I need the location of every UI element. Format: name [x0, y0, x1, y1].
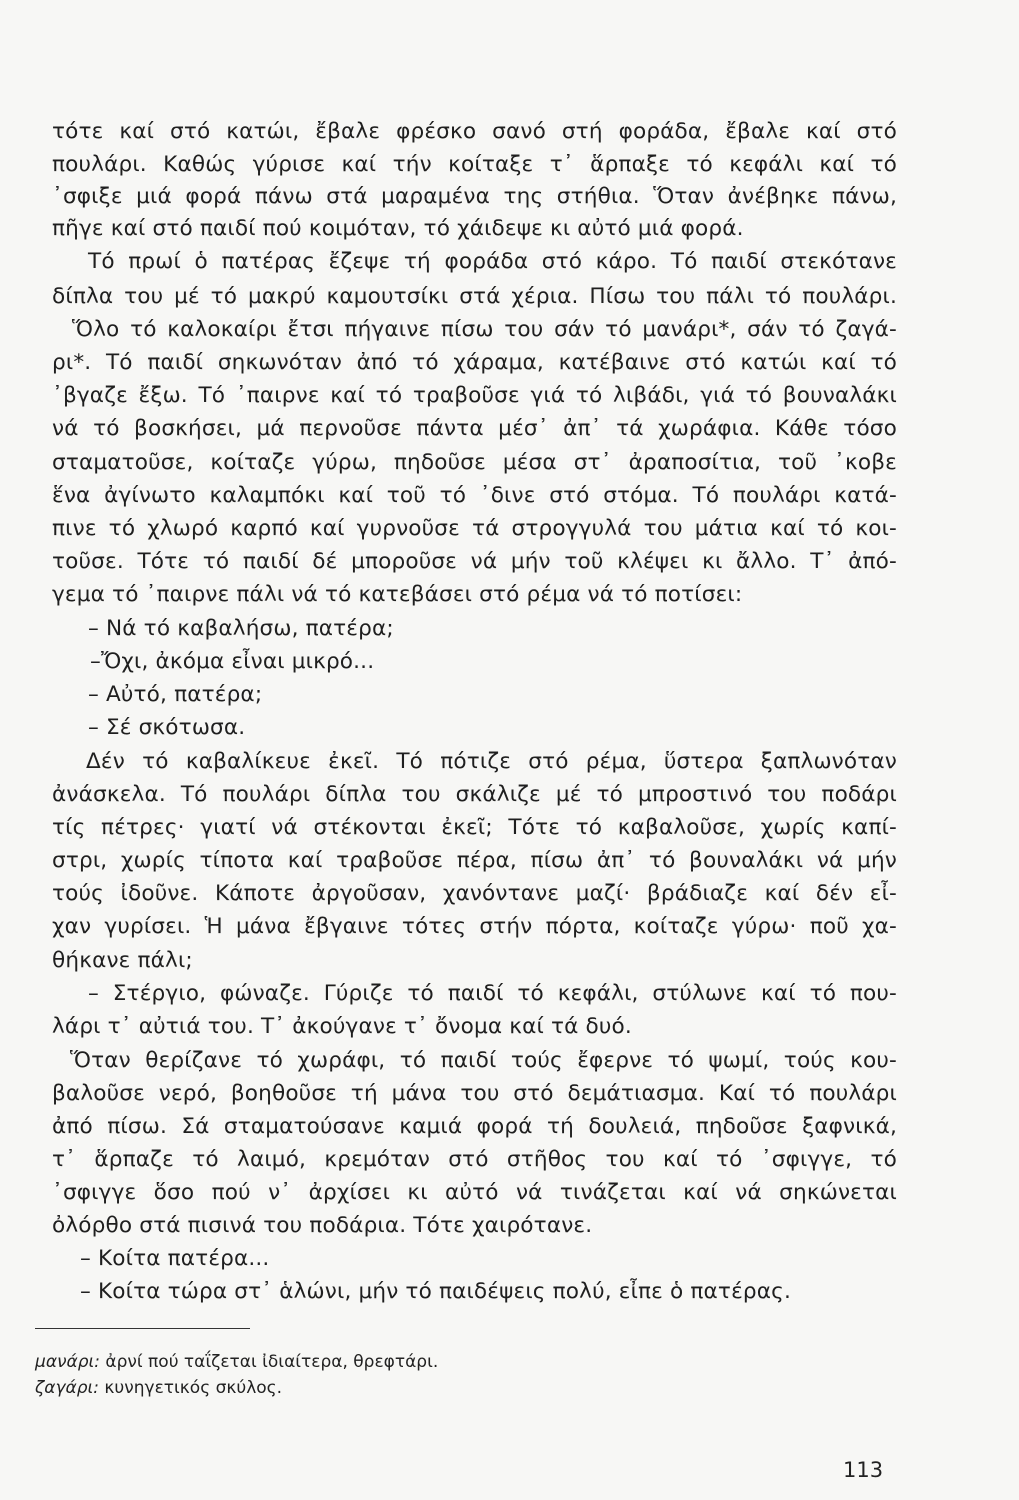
text-line: ᾽σφιγγε ὅσο πού ν᾽ ἀρχίσει κι αὐτό νά τινάζεται καί νά σηκώνεται: [52, 1180, 897, 1205]
text-line: ὀλόρθο στά πισινά του ποδάρια. Τότε χαιρότανε.: [52, 1213, 593, 1238]
text-line: στρι, χωρίς τίποτα καί τραβοῦσε πέρα, πίσω ἀπ᾽ τό βουναλάκι νά μήν: [52, 848, 897, 873]
dialogue-line: –Ὄχι, ἀκόμα εἶναι μικρό...: [90, 649, 375, 674]
footnote-definition: κυνηγετικός σκύλος.: [104, 1378, 283, 1398]
footnote: [35, 1378, 282, 1398]
text-line: πινε τό χλωρό καρπό καί γυρνοῦσε τά στρογγυλά του μάτια καί τό κοι-: [52, 516, 897, 541]
text-line: ἀνάσκελα. Τό πουλάρι δίπλα του σκάλιζε μέ τό μπροστινό του ποδάρι: [52, 782, 897, 807]
dialogue-line: – Αὐτό, πατέρα;: [88, 682, 263, 707]
footnote-term: μανάρι:: [35, 1352, 100, 1372]
text-line: Ὅλο τό καλοκαίρι ἔτσι πήγαινε πίσω του σάν τό μανάρι*, σάν τό ζαγά-: [72, 317, 897, 342]
text-line: ἀπό πίσω. Σά σταματούσανε καμιά φορά τή δουλειά, πηδοῦσε ξαφνικά,: [52, 1114, 897, 1139]
text-line: τοῦσε. Τότε τό παιδί δέ μποροῦσε νά μήν τοῦ κλέψει κι ἄλλο. Τ᾽ ἀπό-: [52, 549, 897, 574]
text-line: τίς πέτρες· γιατί νά στέκονται ἐκεῖ; Τότε τό καβαλοῦσε, χωρίς καπί-: [52, 815, 897, 840]
text-line: Τό πρωί ὁ πατέρας ἔζεψε τή φοράδα στό κάρο. Τό παιδί στεκότανε: [88, 249, 897, 274]
text-line: δίπλα του μέ τό μακρύ καμουτσίκι στά χέρια. Πίσω του πάλι τό πουλάρι.: [52, 284, 897, 309]
text-line: ᾽βγαζε ἔξω. Τό ᾽παιρνε καί τό τραβοῦσε γιά τό λιβάδι, γιά τό βουναλάκι: [52, 383, 897, 408]
text-line: πῆγε καί στό παιδί πού κοιμόταν, τό χάιδεψε κι αὐτό μιά φορά.: [52, 216, 744, 241]
footnote-term: ζαγάρι:: [35, 1378, 99, 1398]
text-line: θήκανε πάλι;: [52, 948, 193, 973]
dialogue-line: – Κοίτα πατέρα...: [80, 1246, 270, 1271]
text-line: πουλάρι. Καθώς γύρισε καί τήν κοίταξε τ᾽ ἅρπαξε τό κεφάλι καί τό: [52, 152, 897, 177]
footnote-definition: ἀρνί πού ταΐζεται ἰδιαίτερα, θρεφτάρι.: [105, 1352, 439, 1372]
page-number: 113: [843, 1458, 884, 1482]
dialogue-line: – Στέργιο, φώναζε. Γύριζε τό παιδί τό κεφάλι, στύλωνε καί τό που-: [88, 981, 897, 1006]
dialogue-line: – Κοίτα τώρα στ᾽ ἁλώνι, μήν τό παιδέψεις πολύ, εἶπε ὁ πατέρας.: [80, 1279, 791, 1304]
text-line: Ὅταν θερίζανε τό χωράφι, τό παιδί τούς ἔφερνε τό ψωμί, τούς κου-: [70, 1048, 897, 1073]
text-line: βαλοῦσε νερό, βοηθοῦσε τή μάνα του στό δεμάτιασμα. Καί τό πουλάρι: [52, 1081, 897, 1106]
footnote: [35, 1352, 438, 1372]
text-line: ἕνα ἀγίνωτο καλαμπόκι καί τοῦ τό ᾽δινε στό στόμα. Τό πουλάρι κατά-: [52, 483, 897, 508]
dialogue-line: – Νά τό καβαλήσω, πατέρα;: [88, 616, 394, 641]
text-line: τ᾽ ἅρπαζε τό λαιμό, κρεμόταν στό στῆθος του καί τό ᾽σφιγγε, τό: [52, 1147, 897, 1172]
text-line: λάρι τ᾽ αὐτιά του. Τ᾽ ἀκούγανε τ᾽ ὄνομα καί τά δυό.: [52, 1014, 632, 1039]
text-line: τούς ἰδοῦνε. Κάποτε ἀργοῦσαν, χανόντανε μαζί· βράδιαζε καί δέν εἶ-: [52, 881, 897, 906]
text-line: γεμα τό ᾽παιρνε πάλι νά τό κατεβάσει στό ρέμα νά τό ποτίσει:: [52, 582, 743, 607]
text-line: νά τό βοσκήσει, μά περνοῦσε πάντα μέσ᾽ ἀπ᾽ τά χωράφια. Κάθε τόσο: [52, 416, 897, 441]
text-line: ᾽σφιξε μιά φορά πάνω στά μαραμένα της στήθια. Ὅταν ἀνέβηκε πάνω,: [52, 184, 897, 209]
text-line: Δέν τό καβαλίκευε ἐκεῖ. Τό πότιζε στό ρέμα, ὕστερα ξαπλωνόταν: [86, 749, 897, 774]
text-line: σταματοῦσε, κοίταζε γύρω, πηδοῦσε μέσα στ᾽ ἀραποσίτια, τοῦ ᾽κοβε: [52, 450, 897, 475]
text-line: ρι*. Τό παιδί σηκωνόταν ἀπό τό χάραμα, κατέβαινε στό κατώι καί τό: [52, 350, 897, 375]
text-line: χαν γυρίσει. Ἡ μάνα ἔβγαινε τότες στήν πόρτα, κοίταζε γύρω· ποῦ χα-: [52, 914, 897, 939]
footnote-divider: [35, 1328, 250, 1329]
text-line: τότε καί στό κατώι, ἔβαλε φρέσκο σανό στή φοράδα, ἔβαλε καί στό: [52, 119, 897, 144]
dialogue-line: – Σέ σκότωσα.: [88, 715, 246, 740]
